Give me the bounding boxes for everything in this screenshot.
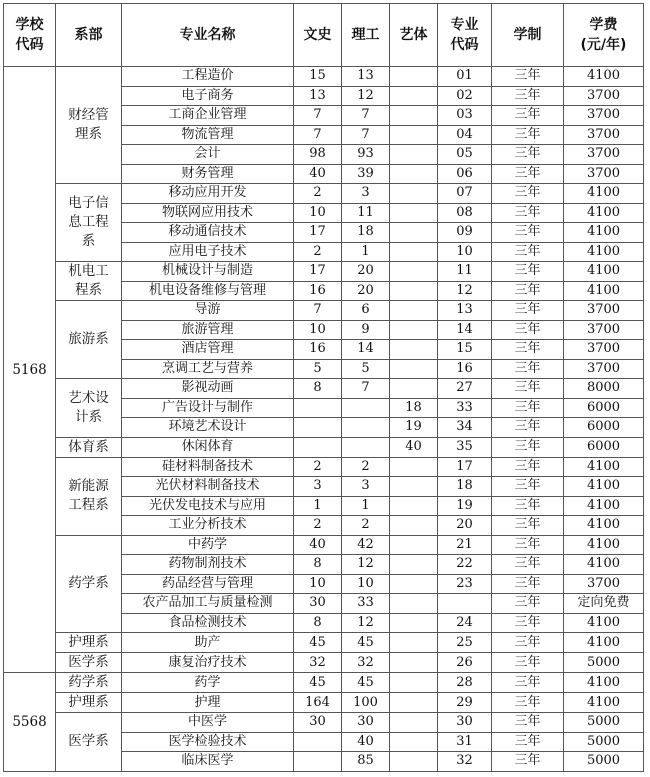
tuition-cell: 6000 bbox=[564, 398, 644, 418]
header-duration: 学制 bbox=[492, 4, 564, 67]
duration-cell: 三年 bbox=[492, 320, 564, 340]
major-code-cell: 04 bbox=[438, 125, 492, 145]
duration-cell: 三年 bbox=[492, 418, 564, 438]
liberal-arts-cell: 7 bbox=[294, 125, 342, 145]
major-name-cell: 影视动画 bbox=[122, 379, 294, 399]
science-cell: 10 bbox=[342, 574, 390, 594]
liberal-arts-cell: 8 bbox=[294, 613, 342, 633]
school-code-cell: 5168 bbox=[4, 67, 56, 673]
table-row bbox=[4, 301, 644, 321]
science-cell: 2 bbox=[342, 516, 390, 536]
major-code-cell: 28 bbox=[438, 673, 492, 693]
header-department: 系部 bbox=[56, 4, 122, 67]
arts-sports-cell bbox=[390, 67, 438, 87]
science-cell: 13 bbox=[342, 67, 390, 87]
major-name-cell: 药品经营与管理 bbox=[122, 574, 294, 594]
duration-cell: 三年 bbox=[492, 86, 564, 106]
liberal-arts-cell: 1 bbox=[294, 496, 342, 516]
science-cell bbox=[342, 418, 390, 438]
major-name-cell: 临床医学 bbox=[122, 752, 294, 772]
arts-sports-cell bbox=[390, 145, 438, 165]
tuition-cell: 4100 bbox=[564, 516, 644, 536]
major-code-cell: 24 bbox=[438, 613, 492, 633]
arts-sports-cell: 18 bbox=[390, 398, 438, 418]
liberal-arts-cell: 17 bbox=[294, 223, 342, 243]
arts-sports-cell bbox=[390, 281, 438, 301]
liberal-arts-cell bbox=[294, 398, 342, 418]
major-name-cell: 导游 bbox=[122, 301, 294, 321]
duration-cell: 三年 bbox=[492, 223, 564, 243]
arts-sports-cell bbox=[390, 125, 438, 145]
tuition-cell: 5000 bbox=[564, 732, 644, 752]
tuition-cell: 3700 bbox=[564, 164, 644, 184]
department-cell: 艺术设 计系 bbox=[56, 379, 122, 438]
tuition-cell: 4100 bbox=[564, 535, 644, 555]
major-name-cell: 电子商务 bbox=[122, 86, 294, 106]
department-cell: 旅游系 bbox=[56, 301, 122, 379]
major-name-cell: 光伏材料制备技术 bbox=[122, 477, 294, 497]
science-cell: 12 bbox=[342, 86, 390, 106]
liberal-arts-cell: 2 bbox=[294, 184, 342, 204]
duration-cell: 三年 bbox=[492, 653, 564, 673]
duration-cell: 三年 bbox=[492, 496, 564, 516]
school-code-cell: 5568 bbox=[4, 673, 56, 772]
duration-cell: 三年 bbox=[492, 242, 564, 262]
science-cell: 93 bbox=[342, 145, 390, 165]
duration-cell: 三年 bbox=[492, 164, 564, 184]
duration-cell: 三年 bbox=[492, 516, 564, 536]
tuition-cell: 3700 bbox=[564, 145, 644, 165]
tuition-cell: 5000 bbox=[564, 752, 644, 772]
liberal-arts-cell: 10 bbox=[294, 574, 342, 594]
major-name-cell: 移动通信技术 bbox=[122, 223, 294, 243]
arts-sports-cell bbox=[390, 262, 438, 282]
liberal-arts-cell: 8 bbox=[294, 555, 342, 575]
science-cell: 7 bbox=[342, 379, 390, 399]
liberal-arts-cell: 40 bbox=[294, 535, 342, 555]
department-cell: 护理系 bbox=[56, 633, 122, 653]
duration-cell: 三年 bbox=[492, 477, 564, 497]
major-name-cell: 护理 bbox=[122, 693, 294, 713]
liberal-arts-cell: 17 bbox=[294, 262, 342, 282]
arts-sports-cell bbox=[390, 242, 438, 262]
duration-cell: 三年 bbox=[492, 613, 564, 633]
major-name-cell: 药学 bbox=[122, 673, 294, 693]
major-code-cell: 10 bbox=[438, 242, 492, 262]
major-code-cell: 15 bbox=[438, 340, 492, 360]
arts-sports-cell bbox=[390, 106, 438, 126]
major-code-cell: 20 bbox=[438, 516, 492, 536]
major-code-cell: 07 bbox=[438, 184, 492, 204]
tuition-cell: 3700 bbox=[564, 86, 644, 106]
arts-sports-cell bbox=[390, 457, 438, 477]
major-name-cell: 工业分析技术 bbox=[122, 516, 294, 536]
tuition-cell: 3700 bbox=[564, 340, 644, 360]
duration-cell: 三年 bbox=[492, 184, 564, 204]
major-code-cell: 29 bbox=[438, 693, 492, 713]
enrollment-table bbox=[3, 3, 644, 772]
department-cell: 药学系 bbox=[56, 535, 122, 633]
science-cell: 7 bbox=[342, 125, 390, 145]
major-name-cell: 食品检测技术 bbox=[122, 613, 294, 633]
tuition-cell: 4100 bbox=[564, 477, 644, 497]
science-cell: 3 bbox=[342, 184, 390, 204]
duration-cell: 三年 bbox=[492, 359, 564, 379]
major-name-cell: 休闲体育 bbox=[122, 437, 294, 457]
duration-cell: 三年 bbox=[492, 693, 564, 713]
liberal-arts-cell bbox=[294, 437, 342, 457]
table-body bbox=[4, 67, 644, 772]
table-row bbox=[4, 653, 644, 673]
department-cell: 医学系 bbox=[56, 653, 122, 673]
table-row bbox=[4, 184, 644, 204]
table-header-row bbox=[4, 4, 644, 67]
liberal-arts-cell bbox=[294, 752, 342, 772]
table-row bbox=[4, 67, 644, 87]
arts-sports-cell bbox=[390, 203, 438, 223]
science-cell bbox=[342, 398, 390, 418]
arts-sports-cell bbox=[390, 340, 438, 360]
major-code-cell: 32 bbox=[438, 752, 492, 772]
duration-cell: 三年 bbox=[492, 437, 564, 457]
header-arts-sports: 艺体 bbox=[390, 4, 438, 67]
tuition-cell: 4100 bbox=[564, 242, 644, 262]
duration-cell: 三年 bbox=[492, 713, 564, 733]
major-name-cell: 光伏发电技术与应用 bbox=[122, 496, 294, 516]
department-cell: 财经管 理系 bbox=[56, 67, 122, 184]
major-code-cell: 13 bbox=[438, 301, 492, 321]
science-cell: 45 bbox=[342, 673, 390, 693]
department-cell: 新能源 工程系 bbox=[56, 457, 122, 535]
table-row bbox=[4, 633, 644, 653]
tuition-cell: 4100 bbox=[564, 281, 644, 301]
tuition-cell: 3700 bbox=[564, 125, 644, 145]
major-name-cell: 农产品加工与质量检测 bbox=[122, 594, 294, 614]
duration-cell: 三年 bbox=[492, 555, 564, 575]
arts-sports-cell bbox=[390, 594, 438, 614]
table-row bbox=[4, 693, 644, 713]
arts-sports-cell bbox=[390, 732, 438, 752]
science-cell: 39 bbox=[342, 164, 390, 184]
arts-sports-cell bbox=[390, 653, 438, 673]
liberal-arts-cell: 2 bbox=[294, 516, 342, 536]
major-name-cell: 医学检验技术 bbox=[122, 732, 294, 752]
arts-sports-cell bbox=[390, 379, 438, 399]
science-cell: 11 bbox=[342, 203, 390, 223]
arts-sports-cell bbox=[390, 613, 438, 633]
science-cell: 14 bbox=[342, 340, 390, 360]
major-name-cell: 中医学 bbox=[122, 713, 294, 733]
major-code-cell: 16 bbox=[438, 359, 492, 379]
arts-sports-cell: 40 bbox=[390, 437, 438, 457]
liberal-arts-cell: 30 bbox=[294, 594, 342, 614]
department-cell: 药学系 bbox=[56, 673, 122, 693]
arts-sports-cell bbox=[390, 673, 438, 693]
major-name-cell: 药物制剂技术 bbox=[122, 555, 294, 575]
tuition-cell: 6000 bbox=[564, 418, 644, 438]
major-code-cell: 06 bbox=[438, 164, 492, 184]
duration-cell: 三年 bbox=[492, 732, 564, 752]
duration-cell: 三年 bbox=[492, 535, 564, 555]
major-name-cell: 工商企业管理 bbox=[122, 106, 294, 126]
department-cell: 医学系 bbox=[56, 713, 122, 772]
major-code-cell: 03 bbox=[438, 106, 492, 126]
liberal-arts-cell: 10 bbox=[294, 320, 342, 340]
major-code-cell: 25 bbox=[438, 633, 492, 653]
science-cell: 40 bbox=[342, 732, 390, 752]
major-code-cell: 14 bbox=[438, 320, 492, 340]
tuition-cell: 定向免费 bbox=[564, 594, 644, 614]
science-cell: 33 bbox=[342, 594, 390, 614]
arts-sports-cell bbox=[390, 693, 438, 713]
major-code-cell: 22 bbox=[438, 555, 492, 575]
major-name-cell: 机械设计与制造 bbox=[122, 262, 294, 282]
liberal-arts-cell: 45 bbox=[294, 673, 342, 693]
duration-cell: 三年 bbox=[492, 752, 564, 772]
duration-cell: 三年 bbox=[492, 398, 564, 418]
tuition-cell: 3700 bbox=[564, 359, 644, 379]
science-cell: 7 bbox=[342, 106, 390, 126]
major-code-cell: 11 bbox=[438, 262, 492, 282]
duration-cell: 三年 bbox=[492, 106, 564, 126]
duration-cell: 三年 bbox=[492, 203, 564, 223]
liberal-arts-cell: 7 bbox=[294, 106, 342, 126]
liberal-arts-cell: 164 bbox=[294, 693, 342, 713]
science-cell: 20 bbox=[342, 262, 390, 282]
science-cell: 5 bbox=[342, 359, 390, 379]
duration-cell: 三年 bbox=[492, 574, 564, 594]
arts-sports-cell bbox=[390, 86, 438, 106]
science-cell: 6 bbox=[342, 301, 390, 321]
tuition-cell: 3700 bbox=[564, 320, 644, 340]
major-code-cell: 31 bbox=[438, 732, 492, 752]
tuition-cell: 4100 bbox=[564, 457, 644, 477]
major-code-cell: 02 bbox=[438, 86, 492, 106]
major-code-cell: 08 bbox=[438, 203, 492, 223]
tuition-cell: 6000 bbox=[564, 437, 644, 457]
major-code-cell bbox=[438, 594, 492, 614]
science-cell: 45 bbox=[342, 633, 390, 653]
tuition-cell: 4100 bbox=[564, 693, 644, 713]
major-name-cell: 旅游管理 bbox=[122, 320, 294, 340]
science-cell: 9 bbox=[342, 320, 390, 340]
major-name-cell: 物联网应用技术 bbox=[122, 203, 294, 223]
liberal-arts-cell: 5 bbox=[294, 359, 342, 379]
duration-cell: 三年 bbox=[492, 145, 564, 165]
major-code-cell: 12 bbox=[438, 281, 492, 301]
science-cell: 1 bbox=[342, 242, 390, 262]
major-code-cell: 17 bbox=[438, 457, 492, 477]
duration-cell: 三年 bbox=[492, 125, 564, 145]
arts-sports-cell bbox=[390, 633, 438, 653]
major-code-cell: 33 bbox=[438, 398, 492, 418]
liberal-arts-cell: 16 bbox=[294, 281, 342, 301]
header-liberal-arts: 文史 bbox=[294, 4, 342, 67]
liberal-arts-cell: 40 bbox=[294, 164, 342, 184]
table-row bbox=[4, 673, 644, 693]
tuition-cell: 4100 bbox=[564, 184, 644, 204]
major-name-cell: 康复治疗技术 bbox=[122, 653, 294, 673]
header-science: 理工 bbox=[342, 4, 390, 67]
duration-cell: 三年 bbox=[492, 340, 564, 360]
major-name-cell: 酒店管理 bbox=[122, 340, 294, 360]
science-cell: 30 bbox=[342, 713, 390, 733]
duration-cell: 三年 bbox=[492, 633, 564, 653]
major-name-cell: 应用电子技术 bbox=[122, 242, 294, 262]
liberal-arts-cell: 32 bbox=[294, 653, 342, 673]
science-cell bbox=[342, 437, 390, 457]
major-name-cell: 中药学 bbox=[122, 535, 294, 555]
liberal-arts-cell: 8 bbox=[294, 379, 342, 399]
arts-sports-cell bbox=[390, 574, 438, 594]
tuition-cell: 4100 bbox=[564, 673, 644, 693]
tuition-cell: 8000 bbox=[564, 379, 644, 399]
arts-sports-cell bbox=[390, 516, 438, 536]
duration-cell: 三年 bbox=[492, 594, 564, 614]
major-code-cell: 30 bbox=[438, 713, 492, 733]
table-row bbox=[4, 535, 644, 555]
liberal-arts-cell: 3 bbox=[294, 477, 342, 497]
major-name-cell: 广告设计与制作 bbox=[122, 398, 294, 418]
major-code-cell: 09 bbox=[438, 223, 492, 243]
science-cell: 12 bbox=[342, 555, 390, 575]
duration-cell: 三年 bbox=[492, 67, 564, 87]
science-cell: 85 bbox=[342, 752, 390, 772]
arts-sports-cell bbox=[390, 496, 438, 516]
arts-sports-cell bbox=[390, 535, 438, 555]
major-code-cell: 05 bbox=[438, 145, 492, 165]
liberal-arts-cell bbox=[294, 418, 342, 438]
tuition-cell: 5000 bbox=[564, 653, 644, 673]
major-code-cell: 26 bbox=[438, 653, 492, 673]
tuition-cell: 3700 bbox=[564, 301, 644, 321]
arts-sports-cell bbox=[390, 184, 438, 204]
science-cell: 1 bbox=[342, 496, 390, 516]
duration-cell: 三年 bbox=[492, 301, 564, 321]
table-row bbox=[4, 437, 644, 457]
major-name-cell: 财务管理 bbox=[122, 164, 294, 184]
major-name-cell: 硅材料制备技术 bbox=[122, 457, 294, 477]
liberal-arts-cell: 7 bbox=[294, 301, 342, 321]
science-cell: 100 bbox=[342, 693, 390, 713]
liberal-arts-cell: 2 bbox=[294, 242, 342, 262]
major-code-cell: 35 bbox=[438, 437, 492, 457]
major-name-cell: 物流管理 bbox=[122, 125, 294, 145]
duration-cell: 三年 bbox=[492, 281, 564, 301]
liberal-arts-cell: 13 bbox=[294, 86, 342, 106]
department-cell: 机电工 程系 bbox=[56, 262, 122, 301]
major-name-cell: 会计 bbox=[122, 145, 294, 165]
duration-cell: 三年 bbox=[492, 379, 564, 399]
liberal-arts-cell: 16 bbox=[294, 340, 342, 360]
header-major-code: 专业 代码 bbox=[438, 4, 492, 67]
arts-sports-cell bbox=[390, 477, 438, 497]
science-cell: 20 bbox=[342, 281, 390, 301]
major-code-cell: 34 bbox=[438, 418, 492, 438]
arts-sports-cell bbox=[390, 301, 438, 321]
tuition-cell: 4100 bbox=[564, 67, 644, 87]
tuition-cell: 3700 bbox=[564, 574, 644, 594]
major-code-cell: 18 bbox=[438, 477, 492, 497]
duration-cell: 三年 bbox=[492, 262, 564, 282]
department-cell: 体育系 bbox=[56, 437, 122, 457]
arts-sports-cell bbox=[390, 164, 438, 184]
liberal-arts-cell: 98 bbox=[294, 145, 342, 165]
liberal-arts-cell bbox=[294, 732, 342, 752]
duration-cell: 三年 bbox=[492, 457, 564, 477]
arts-sports-cell bbox=[390, 713, 438, 733]
science-cell: 3 bbox=[342, 477, 390, 497]
arts-sports-cell: 19 bbox=[390, 418, 438, 438]
major-code-cell: 23 bbox=[438, 574, 492, 594]
major-name-cell: 移动应用开发 bbox=[122, 184, 294, 204]
arts-sports-cell bbox=[390, 752, 438, 772]
tuition-cell: 4100 bbox=[564, 555, 644, 575]
table-row bbox=[4, 713, 644, 733]
major-name-cell: 环境艺术设计 bbox=[122, 418, 294, 438]
liberal-arts-cell: 30 bbox=[294, 713, 342, 733]
science-cell: 18 bbox=[342, 223, 390, 243]
table-row bbox=[4, 379, 644, 399]
major-name-cell: 机电设备维修与管理 bbox=[122, 281, 294, 301]
department-cell: 护理系 bbox=[56, 693, 122, 713]
liberal-arts-cell: 15 bbox=[294, 67, 342, 87]
table-row bbox=[4, 457, 644, 477]
header-major-name: 专业名称 bbox=[122, 4, 294, 67]
department-cell: 电子信 息工程 系 bbox=[56, 184, 122, 262]
major-name-cell: 烹调工艺与营养 bbox=[122, 359, 294, 379]
major-code-cell: 27 bbox=[438, 379, 492, 399]
science-cell: 42 bbox=[342, 535, 390, 555]
tuition-cell: 4100 bbox=[564, 496, 644, 516]
major-code-cell: 21 bbox=[438, 535, 492, 555]
liberal-arts-cell: 45 bbox=[294, 633, 342, 653]
header-school-code: 学校 代码 bbox=[4, 4, 56, 67]
major-code-cell: 19 bbox=[438, 496, 492, 516]
tuition-cell: 4100 bbox=[564, 262, 644, 282]
duration-cell: 三年 bbox=[492, 673, 564, 693]
arts-sports-cell bbox=[390, 223, 438, 243]
tuition-cell: 3700 bbox=[564, 106, 644, 126]
arts-sports-cell bbox=[390, 359, 438, 379]
major-name-cell: 工程造价 bbox=[122, 67, 294, 87]
major-code-cell: 01 bbox=[438, 67, 492, 87]
tuition-cell: 5000 bbox=[564, 713, 644, 733]
science-cell: 32 bbox=[342, 653, 390, 673]
arts-sports-cell bbox=[390, 320, 438, 340]
tuition-cell: 4100 bbox=[564, 203, 644, 223]
tuition-cell: 4100 bbox=[564, 613, 644, 633]
arts-sports-cell bbox=[390, 555, 438, 575]
major-name-cell: 助产 bbox=[122, 633, 294, 653]
header-tuition: 学费 (元/年) bbox=[564, 4, 644, 67]
table-row bbox=[4, 262, 644, 282]
science-cell: 2 bbox=[342, 457, 390, 477]
science-cell: 12 bbox=[342, 613, 390, 633]
liberal-arts-cell: 10 bbox=[294, 203, 342, 223]
tuition-cell: 4100 bbox=[564, 223, 644, 243]
liberal-arts-cell: 2 bbox=[294, 457, 342, 477]
tuition-cell: 4100 bbox=[564, 633, 644, 653]
